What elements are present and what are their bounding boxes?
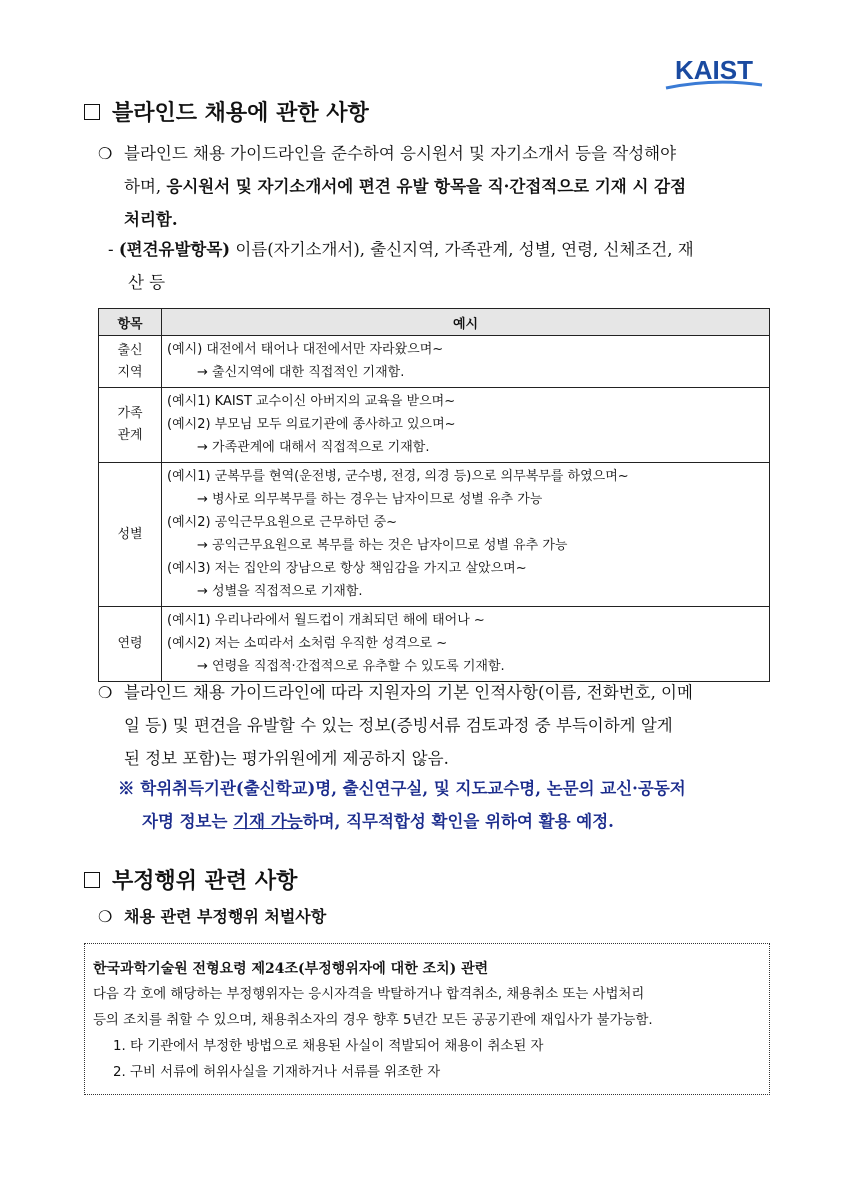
category-text: 연령 (117, 636, 143, 651)
table-row (99, 463, 770, 607)
para-line: 산 등 (128, 273, 166, 292)
circle-bullet-icon: ❍ (98, 907, 113, 926)
text-normal: 이름(자기소개서), 출신지역, 가족관계, 성별, 연령, 신체조건, 재 (235, 240, 694, 259)
text-bold: 하며, 직무적합성 확인을 위하여 활용 예정. (302, 812, 614, 831)
bullet-title: 채용 관련 부정행위 처벌사항 (124, 907, 327, 926)
para-line: 일 등) 및 편견을 유발할 수 있는 정보(증빙서류 검토과정 중 부득이하게 알게 (124, 716, 673, 735)
table-cell-category (99, 336, 162, 388)
text-bold: 자명 정보는 (142, 812, 228, 831)
bullet-blind-guideline (98, 137, 778, 236)
examples-table (98, 308, 770, 682)
circle-bullet-icon: ❍ (98, 144, 113, 163)
example-line: → 공익근무요원으로 복무를 하는 것은 남자이므로 성별 유추 가능 (197, 538, 568, 553)
example-line: (예시3) 저는 집안의 장남으로 항상 책임감을 가지고 살았으며~ (167, 561, 527, 576)
para-line: 된 정보 포함)는 평가위원에게 제공하지 않음. (124, 749, 449, 768)
category-text: 지역 (117, 364, 143, 380)
sub-bias-items (108, 233, 778, 299)
para-line (118, 772, 778, 805)
example-line: → 병사로 의무복무를 하는 경우는 남자이므로 성별 유추 가능 (197, 492, 543, 507)
table-cell-examples (162, 607, 770, 682)
kaist-logo-text: KAIST (675, 55, 753, 85)
example-line: → 연령을 직접적·간접적으로 유추할 수 있도록 기재함. (197, 659, 505, 674)
example-line: (예시1) KAIST 교수이신 아버지의 교육을 받으며~ (167, 394, 456, 409)
dash-marker: - (108, 240, 114, 259)
table-header-category: 항목 (99, 309, 162, 336)
table-header-example: 예시 (162, 309, 770, 336)
frame-list-item: 2. 구비 서류에 허위사실을 기재하거나 서류를 위조한 자 (113, 1065, 441, 1080)
category-text: 관계 (117, 428, 143, 443)
section-title-misconduct (84, 864, 297, 895)
note-mark: ※ (118, 779, 135, 798)
section-title-text: 블라인드 채용에 관한 사항 (112, 101, 369, 126)
para-line (124, 170, 778, 203)
checkbox-square-icon (84, 872, 100, 888)
kaist-logo-graphic (664, 52, 764, 92)
para-line (118, 805, 778, 838)
table-row (99, 388, 770, 463)
text-bold: 응시원서 및 자기소개서에 편견 유발 항목을 직·간접적으로 기재 시 감점 (166, 177, 687, 196)
example-line: → 성별을 직접적으로 기재함. (197, 584, 363, 599)
bullet-blind-info (98, 676, 778, 775)
table-cell-examples (162, 336, 770, 388)
category-text: 출신 (117, 342, 143, 358)
table-cell-category (99, 388, 162, 463)
category-text: 성별 (117, 526, 143, 542)
frame-title: 한국과학기술원 전형요령 제24조(부정행위자에 대한 조치) 관련 (93, 961, 489, 977)
example-line: → 출신지역에 대한 직접적인 기재함. (197, 365, 405, 380)
table-row (99, 607, 770, 682)
bullet-misconduct-penalty (98, 900, 778, 933)
table-cell-examples (162, 463, 770, 607)
regulation-frame (84, 943, 770, 1095)
example-line: (예시2) 부모님 모두 의료기관에 종사하고 있으며~ (167, 417, 456, 432)
circle-bullet-icon: ❍ (98, 683, 113, 702)
text-normal: 하며, (124, 177, 162, 196)
kaist-logo (664, 52, 764, 92)
frame-line: 다음 각 호에 해당하는 부정행위자는 응시자격을 박탈하거나 합격취소, 채용취소 또는 사법처리 (93, 987, 645, 1002)
section-title-text: 부정행위 관련 사항 (112, 869, 298, 894)
note-academic-info (118, 772, 778, 838)
para-line (108, 233, 778, 266)
section-title-blind-hiring (84, 96, 369, 127)
example-line: (예시1) 우리나라에서 월드컵이 개최되던 해에 태어나 ~ (167, 613, 485, 628)
table-cell-category (99, 463, 162, 607)
text-bold: 학위취득기관(출신학교)명, 출신연구실, 및 지도교수명, 논문의 교신·공동저 (140, 779, 686, 798)
para-line: 블라인드 채용 가이드라인을 준수하여 응시원서 및 자기소개서 등을 작성해야 (124, 144, 677, 163)
category-text: 가족 (117, 406, 143, 421)
example-line: (예시2) 공익근무요원으로 근무하던 중~ (167, 515, 398, 530)
table-cell-category (99, 607, 162, 682)
example-line: (예시) 대전에서 태어나 대전에서만 자라왔으며~ (167, 342, 444, 357)
text-bold: (편견유발항목) (118, 240, 231, 259)
frame-line: 등의 조치를 취할 수 있으며, 채용취소자의 경우 향후 5년간 모든 공공기관에 재입사가 불가능함. (93, 1013, 653, 1028)
frame-list-item: 1. 타 기관에서 부정한 방법으로 채용된 사실이 적발되어 채용이 취소된 자 (113, 1039, 544, 1054)
para-line: 처리함. (124, 210, 178, 229)
example-line: → 가족관계에 대해서 직접적으로 기재함. (197, 440, 430, 455)
table-header-row (99, 309, 770, 336)
para-line: 블라인드 채용 가이드라인에 따라 지원자의 기본 인적사항(이름, 전화번호, 이메 (124, 683, 693, 702)
checkbox-square-icon (84, 104, 100, 120)
table-row (99, 336, 770, 388)
example-line: (예시1) 군복무를 현역(운전병, 군수병, 전경, 의경 등)으로 의무복무를 하였으며~ (167, 469, 629, 484)
table-cell-examples (162, 388, 770, 463)
text-underlined: 기재 가능 (233, 812, 303, 831)
example-line: (예시2) 저는 소띠라서 소처럼 우직한 성격으로 ~ (167, 636, 448, 651)
